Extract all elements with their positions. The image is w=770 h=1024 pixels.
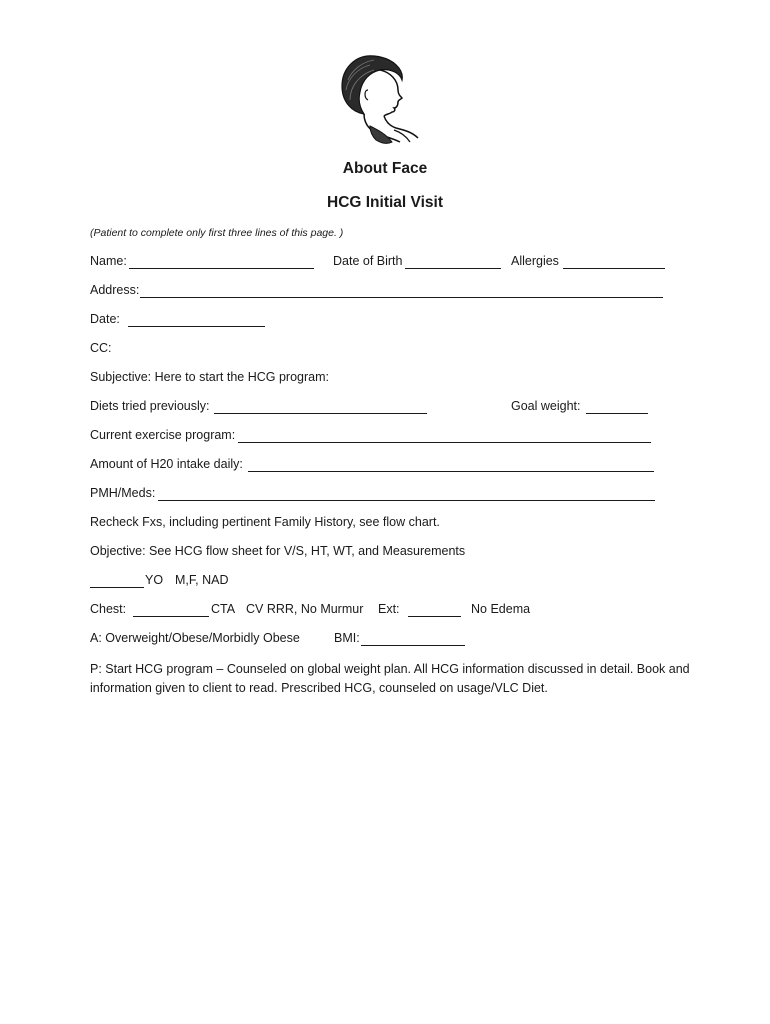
address-label: Address: [90, 283, 140, 297]
name-label: Name: [90, 254, 127, 268]
goal-weight-label: Goal weight: [511, 399, 581, 413]
chest-field[interactable] [133, 616, 209, 617]
sex-text: M,F, NAD [175, 573, 229, 587]
chest-label: Chest: [90, 602, 127, 616]
dob-label: Date of Birth [333, 254, 403, 268]
allergies-label: Allergies [511, 254, 559, 268]
cc-label: CC: [90, 341, 112, 355]
woman-profile-logo-icon [334, 50, 426, 148]
date-label: Date: [90, 312, 120, 326]
bmi-label: BMI: [334, 631, 360, 645]
yo-label: YO [145, 573, 164, 587]
pmh-field[interactable] [158, 500, 655, 501]
diets-field[interactable] [214, 413, 427, 414]
plan-text: P: Start HCG program – Counseled on global weight plan. All HCG information discussed in detail. Book and information given to client to read. Prescribed HCG, counseled on usage/VLC Diet. [90, 662, 690, 695]
exercise-label: Current exercise program: [90, 428, 236, 442]
address-field[interactable] [140, 297, 663, 298]
ext-label: Ext: [378, 602, 400, 616]
exercise-field[interactable] [238, 442, 651, 443]
assessment-text: A: Overweight/Obese/Morbidly Obese [90, 631, 300, 645]
name-field[interactable] [129, 268, 314, 269]
allergies-field[interactable] [563, 268, 665, 269]
cta-text: CTA [211, 602, 236, 616]
h2o-label: Amount of H20 intake daily: [90, 457, 243, 471]
bmi-field[interactable] [361, 645, 465, 646]
dob-field[interactable] [405, 268, 501, 269]
goal-weight-field[interactable] [586, 413, 648, 414]
subjective-text: Subjective: Here to start the HCG program: [90, 370, 329, 384]
objective-text: Objective: See HCG flow sheet for V/S, HT, WT, and Measurements [90, 544, 466, 558]
patient-instruction: (Patient to complete only first three lines of this page. ) [90, 227, 344, 239]
date-field[interactable] [128, 326, 265, 327]
clinic-name: About Face [342, 160, 428, 177]
age-field[interactable] [90, 587, 144, 588]
pmh-label: PMH/Meds: [90, 486, 156, 500]
cv-text: CV RRR, No Murmur [246, 602, 364, 616]
edema-text: No Edema [471, 602, 531, 616]
h2o-field[interactable] [248, 471, 654, 472]
recheck-text: Recheck Fxs, including pertinent Family History, see flow chart. [90, 515, 440, 529]
ext-field[interactable] [408, 616, 461, 617]
form-title: HCG Initial Visit [327, 194, 443, 211]
diets-label: Diets tried previously: [90, 399, 210, 413]
